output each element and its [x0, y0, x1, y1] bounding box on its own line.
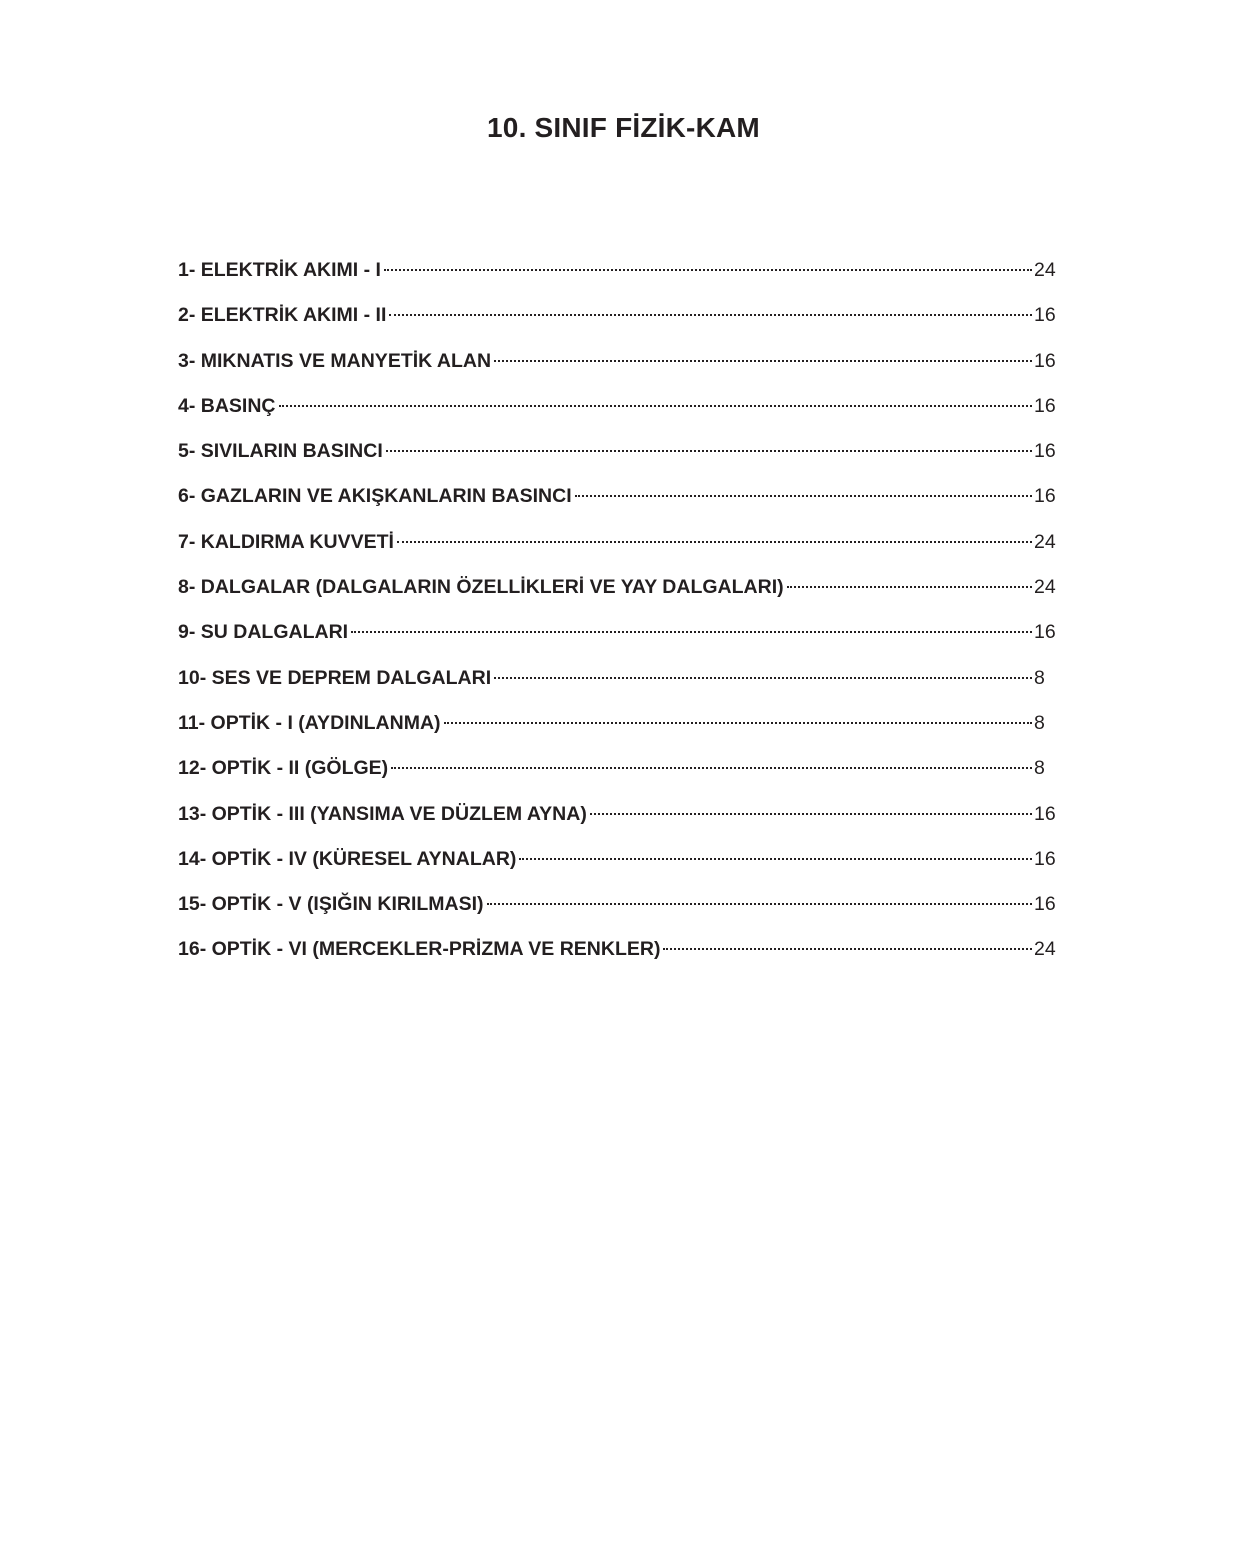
- toc-entry-label: 9- SU DALGALARI: [178, 621, 349, 644]
- toc-entry-label: 1- ELEKTRİK AKIMI - I: [178, 259, 381, 281]
- toc-entry-page: 16: [1034, 349, 1056, 372]
- toc-entry[interactable]: [178, 573, 1058, 618]
- dot-leader: [787, 586, 1032, 588]
- dot-leader: [487, 903, 1032, 905]
- toc-entry-label: 7- KALDIRMA KUVVETİ: [178, 530, 394, 553]
- dot-leader: [444, 722, 1032, 724]
- toc-entry[interactable]: [178, 800, 1058, 845]
- toc-entry-label: 16- OPTİK - VI (MERCEKLER-PRİZMA VE RENKLER): [178, 938, 661, 961]
- toc-entry-page: 8: [1034, 711, 1045, 734]
- toc-entry-page: 16: [1034, 485, 1056, 508]
- dot-leader: [663, 948, 1032, 950]
- dot-leader: [590, 813, 1032, 815]
- toc-entry[interactable]: [178, 754, 1058, 799]
- toc-entry-label: 15- OPTİK - V (IŞIĞIN KIRILMASI): [178, 893, 484, 916]
- toc-entry[interactable]: [178, 392, 1058, 437]
- toc-entry-label: 2- ELEKTRİK AKIMI - II: [178, 304, 387, 327]
- table-of-contents: [178, 256, 1058, 981]
- dot-leader: [391, 767, 1032, 769]
- dot-leader: [519, 858, 1032, 860]
- toc-entry-page: 16: [1034, 440, 1056, 463]
- dot-leader: [389, 314, 1032, 316]
- toc-entry[interactable]: [178, 845, 1058, 890]
- toc-entry[interactable]: [178, 437, 1058, 482]
- toc-entry-page: 24: [1034, 259, 1056, 281]
- dot-leader: [397, 541, 1032, 543]
- toc-entry[interactable]: [178, 256, 1058, 301]
- toc-entry[interactable]: [178, 709, 1058, 754]
- dot-leader: [494, 677, 1032, 679]
- toc-entry-page: 8: [1034, 666, 1045, 689]
- dot-leader: [575, 495, 1032, 497]
- dot-leader: [351, 631, 1032, 633]
- toc-entry-page: 16: [1034, 394, 1056, 417]
- toc-entry-page: 16: [1034, 893, 1056, 916]
- toc-entry-page: 8: [1034, 757, 1045, 780]
- toc-entry-page: 24: [1034, 530, 1056, 553]
- dot-leader: [494, 360, 1032, 362]
- toc-entry[interactable]: [178, 618, 1058, 663]
- toc-entry[interactable]: [178, 482, 1058, 527]
- toc-entry-page: 24: [1034, 576, 1056, 599]
- toc-entry-page: 16: [1034, 304, 1056, 327]
- toc-entry[interactable]: [178, 664, 1058, 709]
- toc-entry[interactable]: [178, 347, 1058, 392]
- toc-entry-page: 24: [1034, 938, 1056, 961]
- toc-entry-label: 10- SES VE DEPREM DALGALARI: [178, 666, 492, 689]
- toc-entry[interactable]: [178, 935, 1058, 980]
- toc-entry-label: 4- BASINÇ: [178, 394, 276, 417]
- toc-entry-label: 13- OPTİK - III (YANSIMA VE DÜZLEM AYNA): [178, 802, 587, 825]
- toc-entry[interactable]: [178, 528, 1058, 573]
- toc-entry-label: 3- MIKNATIS VE MANYETİK ALAN: [178, 349, 492, 372]
- page-title: 10. SINIF FİZİK-KAM: [487, 112, 760, 143]
- toc-entry-label: 6- GAZLARIN VE AKIŞKANLARIN BASINCI: [178, 485, 572, 508]
- toc-entry-label: 14- OPTİK - IV (KÜRESEL AYNALAR): [178, 847, 517, 870]
- toc-entry-label: 11- OPTİK - I (AYDINLANMA): [178, 711, 441, 734]
- toc-entry-label: 12- OPTİK - II (GÖLGE): [178, 757, 389, 780]
- dot-leader: [384, 269, 1032, 271]
- toc-entry-page: 16: [1034, 621, 1056, 644]
- dot-leader: [279, 405, 1032, 407]
- toc-entry-page: 16: [1034, 802, 1056, 825]
- toc-entry-page: 16: [1034, 847, 1056, 870]
- dot-leader: [386, 450, 1032, 452]
- toc-entry[interactable]: [178, 890, 1058, 935]
- toc-entry-label: 5- SIVILARIN BASINCI: [178, 440, 383, 463]
- toc-entry-label: 8- DALGALAR (DALGALARIN ÖZELLİKLERİ VE YAY DALGALARI): [178, 576, 784, 599]
- toc-entry[interactable]: [178, 301, 1058, 346]
